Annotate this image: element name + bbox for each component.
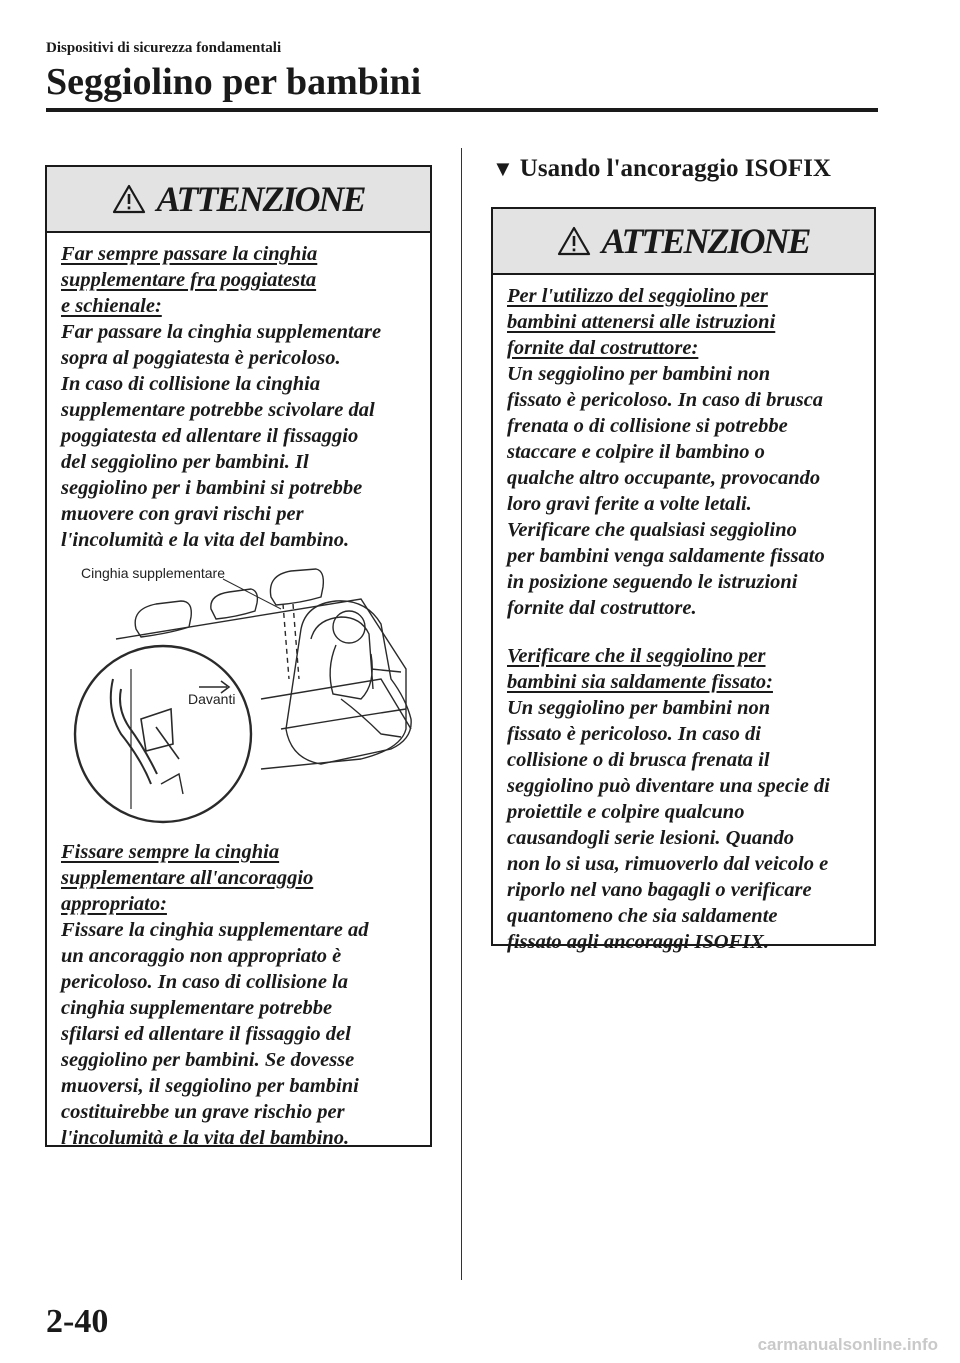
- strap-label: Cinghia supplementare: [81, 565, 225, 581]
- title-rule: [46, 108, 878, 112]
- triangle-down-icon: ▼: [492, 156, 514, 181]
- front-label: Davanti: [188, 691, 236, 707]
- right-warning-box: [491, 207, 876, 953]
- column-divider: [461, 148, 462, 1280]
- warning-header: [47, 167, 430, 233]
- warning-text: Fissare la cinghia supplementare ad un ancoraggio non appropriato è pericoloso. In caso di collisione la cinghia supplementare potrebbe sfilarsi ed allentare il fissaggio del seggiolino per bambini. Se dovesse muoversi, il seggiolino per bambini costituirebbe un grave rischio per l'incolumità e la vita del bambino.: [61, 919, 369, 1149]
- warning-text: Un seggiolino per bambini non fissato è pericoloso. In caso di brusca frenata o di collisione si potrebbe staccare e colpire il bambino o qualche altro occupante, provocando loro gravi ferite a volte letali. Verificare che qualsiasi seggiolino per bambini venga saldamente fissato in posizione seguendo le istruzioni fornite dal costruttore.: [507, 363, 825, 619]
- warning-text: Far passare la cinghia supplementare sopra al poggiatesta è pericoloso. In caso di collisione la cinghia supplementare potrebbe scivolare dal poggiatesta ed allentare il fissaggio del seggiolino per bambini. Il seggiolino per i bambini si potrebbe muovere con gravi rischi per l'incolumità e la vita del bambino.: [61, 321, 382, 551]
- warning-label: ATTENZIONE: [601, 221, 810, 261]
- watermark: carmanualsonline.info: [757, 1335, 938, 1354]
- warning-subheading: Verificare che il seggiolino per bambini sia saldamente fissato:: [507, 645, 773, 693]
- page-title: Seggiolino per bambini: [46, 61, 422, 103]
- child-seat-illustration: [61, 559, 421, 829]
- breadcrumb: Dispositivi di sicurezza fondamentali: [46, 40, 282, 56]
- section-heading: [492, 155, 831, 183]
- warning-subheading: Far sempre passare la cinghia supplementare fra poggiatesta e schienale:: [61, 243, 318, 317]
- warning-text: Un seggiolino per bambini non fissato è pericoloso. In caso di collisione o di brusca frenata il seggiolino può diventare una specie di proiettile e colpire qualcuno causandogli serie lesioni. Quando non lo si usa, rimuoverlo dal veicolo e riporlo nel vano bagagli o verificare quantomeno che sia saldamente fissato agli ancoraggi ISOFIX.: [507, 697, 830, 953]
- warning-subheading: Per l'utilizzo del seggiolino per bambini attenersi alle istruzioni fornite dal costruttore:: [507, 285, 776, 359]
- warning-header: [493, 209, 874, 275]
- strap-figure: [61, 559, 421, 829]
- page-number: 2-40: [46, 1303, 109, 1340]
- left-warning-box: [45, 165, 432, 1147]
- warning-subheading: Fissare sempre la cinghia supplementare all'ancoraggio appropriato:: [61, 841, 314, 915]
- warning-label: ATTENZIONE: [156, 179, 365, 219]
- warning-triangle-icon: [557, 226, 591, 256]
- warning-triangle-icon: [112, 184, 146, 214]
- section-heading-text: Usando l'ancoraggio ISOFIX: [519, 155, 831, 182]
